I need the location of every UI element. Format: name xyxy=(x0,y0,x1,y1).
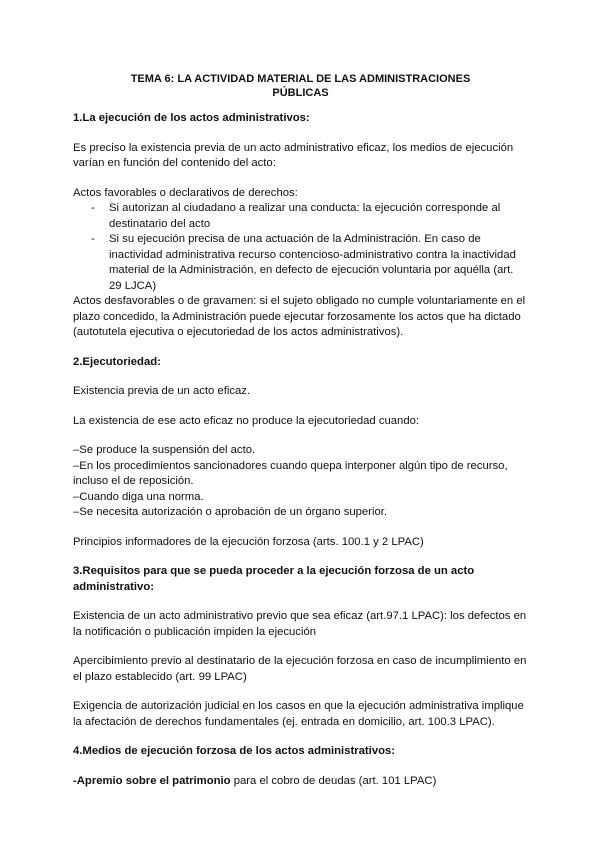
document-title-line2: PÚBLICAS xyxy=(272,87,329,99)
document-title-line1: TEMA 6: LA ACTIVIDAD MATERIAL DE LAS ADMINISTRACIONES xyxy=(130,73,471,85)
section3-heading: 3.Requisitos para que se pueda proceder a la ejecución forzosa de un acto administrativo: xyxy=(73,565,475,593)
list-item: –En los procedimientos sancionadores cuando quepa interponer algún tipo de recurso, incluso el de reposición. xyxy=(73,459,508,487)
section1-intro: Es preciso la existencia previa de un acto administrativo eficaz, los medios de ejecución varían en función del contenido del acto: xyxy=(73,141,514,169)
section1-desfavorables: Actos desfavorables o de gravamen: si el sujeto obligado no cumple voluntariamente en el plazo concedido, la Administración puede ejecutar forzosamente los actos que ha dictado (autotutela ejecutiva o ejecutoriedad de los actos administrativos). xyxy=(73,295,526,338)
list-item: - Si autorizan al ciudadano a realizar una conducta: la ejecución corresponde al destinatario del acto xyxy=(109,201,528,232)
section2-p3: Principios informadores de la ejecución forzosa (arts. 100.1 y 2 LPAC) xyxy=(73,535,424,548)
document-title xyxy=(73,72,528,100)
list-item: –Se produce la suspensión del acto. xyxy=(73,444,256,456)
list-item: –Se necesita autorización o aprobación de un órgano superior. xyxy=(73,506,388,518)
section3-p1: Existencia de un acto administrativo previo que sea eficaz (art.97.1 LPAC): los defectos en la notificación o publicación impiden la ejecución xyxy=(73,610,527,638)
section4-heading: 4.Medios de ejecución forzosa de los actos administrativos: xyxy=(73,745,396,757)
section2-p1: Existencia previa de un acto eficaz. xyxy=(73,385,251,397)
section1-favorables-label: Actos favorables o declarativos de derechos: xyxy=(73,186,298,199)
section1-bullet-list xyxy=(73,201,528,294)
section4-item1 xyxy=(73,774,528,790)
document-page xyxy=(73,72,528,789)
list-item: - Si su ejecución precisa de una actuación de la Administración. En caso de inactividad administrativa recurso contencioso-administrativo contra la inactividad material de la Administración, en defecto de ejecución voluntaria por aquélla (art. 29 LJCA) xyxy=(109,232,528,294)
section3-p2: Apercibimiento previo al destinatario de la ejecución forzosa en caso de incumplimiento en el plazo establecido (art. 99 LPAC) xyxy=(73,655,527,683)
section4-item1-bold: -Apremio sobre el patrimonio xyxy=(73,774,231,787)
section4-item1-rest: para el cobro de deudas (art. 101 LPAC) xyxy=(230,774,437,787)
list-item: –Cuando diga una norma. xyxy=(73,490,204,503)
section3-p3: Exigencia de autorización judicial en los casos en que la ejecución administrativa implique la afectación de derechos fundamentales (ej. entrada en domicilio, art. 100.3 LPAC). xyxy=(73,700,524,728)
section1-heading: 1.La ejecución de los actos administrativos: xyxy=(73,112,310,124)
section2-p2: La existencia de ese acto eficaz no produce la ejecutoriedad cuando: xyxy=(73,414,420,427)
section2-heading: 2.Ejecutoriedad: xyxy=(73,355,161,368)
